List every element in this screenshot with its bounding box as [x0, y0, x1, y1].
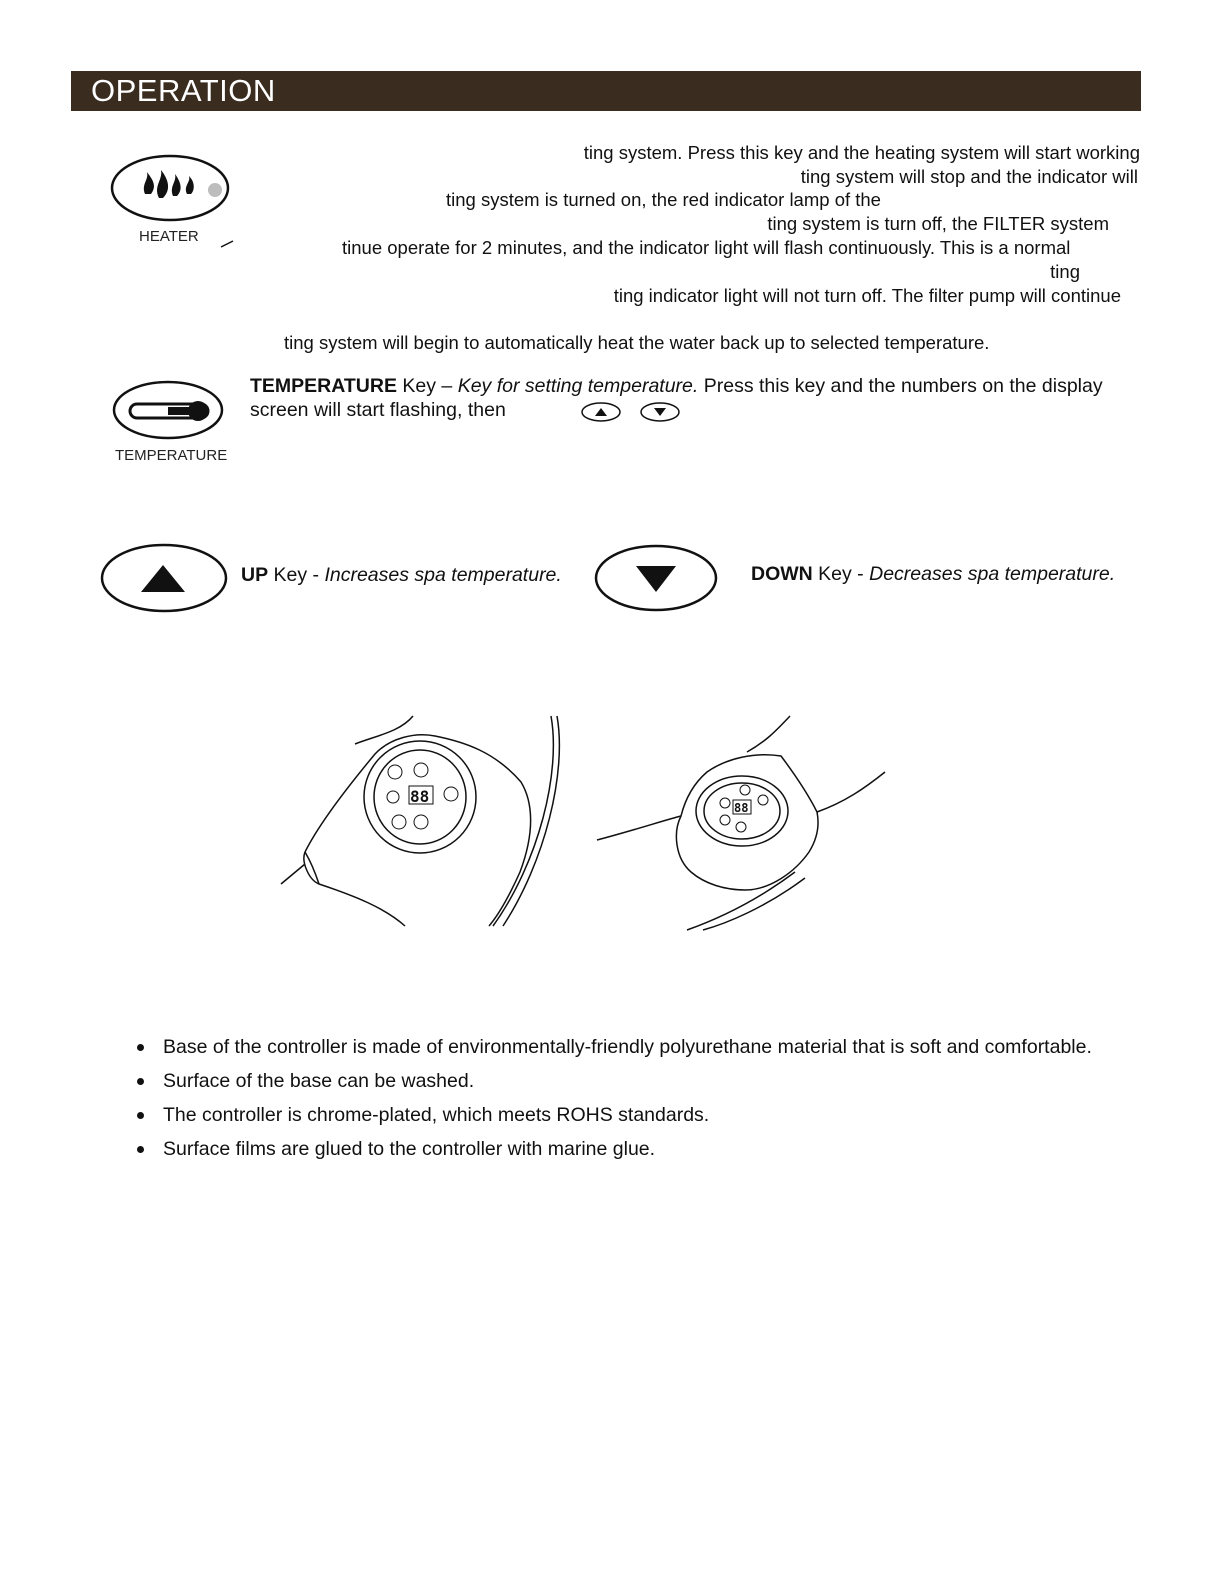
list-item: [135, 1064, 1092, 1098]
up-button-icon: [99, 541, 233, 617]
down-key-name: DOWN: [751, 563, 813, 585]
heater-line-5: tinue operate for 2 minutes, and the indicator light will flash continuously. This is a normal: [342, 237, 1071, 258]
temperature-description-line-2: screen will start flashing, then: [250, 399, 506, 421]
bullet-text: Base of the controller is made of environmentally-friendly polyurethane material that is soft and comfortable.: [163, 1036, 1092, 1058]
list-item: [135, 1098, 1092, 1132]
heater-icon-label: HEATER: [139, 228, 199, 245]
down-button-icon: [593, 542, 721, 616]
heater-line-8: ting system will begin to automatically heat the water back up to selected temperature.: [284, 332, 990, 353]
section-title: OPERATION: [91, 73, 276, 108]
triangle-down-icon: [636, 566, 676, 592]
heater-indicator-dot: [208, 183, 222, 197]
temperature-key-word: Key –: [396, 375, 458, 397]
small-down-key-icon: [639, 401, 681, 423]
heater-line-1: ting system. Press this key and the heating system will start working: [583, 142, 1140, 163]
temperature-key-name: TEMPERATURE: [250, 375, 397, 397]
down-key-italic: Decreases spa temperature.: [869, 563, 1116, 585]
list-item: [135, 1030, 1092, 1064]
small-up-key-icon: [580, 401, 622, 423]
heater-flame-icon: [144, 170, 194, 198]
heater-line-4: ting system is turn off, the FILTER system: [767, 213, 1109, 234]
bullet-text: Surface of the base can be washed.: [163, 1070, 475, 1092]
up-key-description: [241, 564, 562, 587]
controller-illustration-side: [275, 712, 570, 930]
feature-bullet-list: [135, 1030, 1092, 1166]
bullet-text: The controller is chrome-plated, which meets ROHS standards.: [163, 1104, 710, 1126]
thermometer-icon: [130, 401, 208, 421]
temperature-description-rest: Press this key and the numbers on the display: [698, 375, 1103, 397]
down-key-description: [751, 563, 1115, 586]
section-header-banner: [71, 71, 1141, 111]
heater-line-3: ting system is turned on, the red indicator lamp of the: [446, 189, 881, 210]
heater-line-7: ting indicator light will not turn off. The filter pump will continue: [613, 285, 1121, 306]
up-key-name: UP: [241, 564, 269, 586]
controller-display-digits-2: 88: [734, 801, 749, 815]
bullet-text: Surface films are glued to the controller with marine glue.: [163, 1138, 656, 1160]
temperature-description-line-1: [250, 375, 1103, 398]
temperature-description-italic: Key for setting temperature.: [457, 375, 699, 397]
up-key-word: Key -: [268, 564, 325, 586]
controller-display-digits: 88: [410, 787, 430, 806]
controller-illustration-top: [595, 712, 890, 934]
up-key-italic: Increases spa temperature.: [324, 564, 562, 586]
temperature-icon-label: TEMPERATURE: [115, 447, 228, 464]
down-key-word: Key -: [812, 563, 870, 585]
heater-line-2: ting system will stop and the indicator will: [800, 166, 1138, 187]
heater-line-6: ting: [1050, 261, 1080, 282]
list-item: [135, 1132, 1092, 1166]
triangle-up-icon: [141, 565, 185, 592]
temperature-button-icon: [110, 377, 230, 447]
